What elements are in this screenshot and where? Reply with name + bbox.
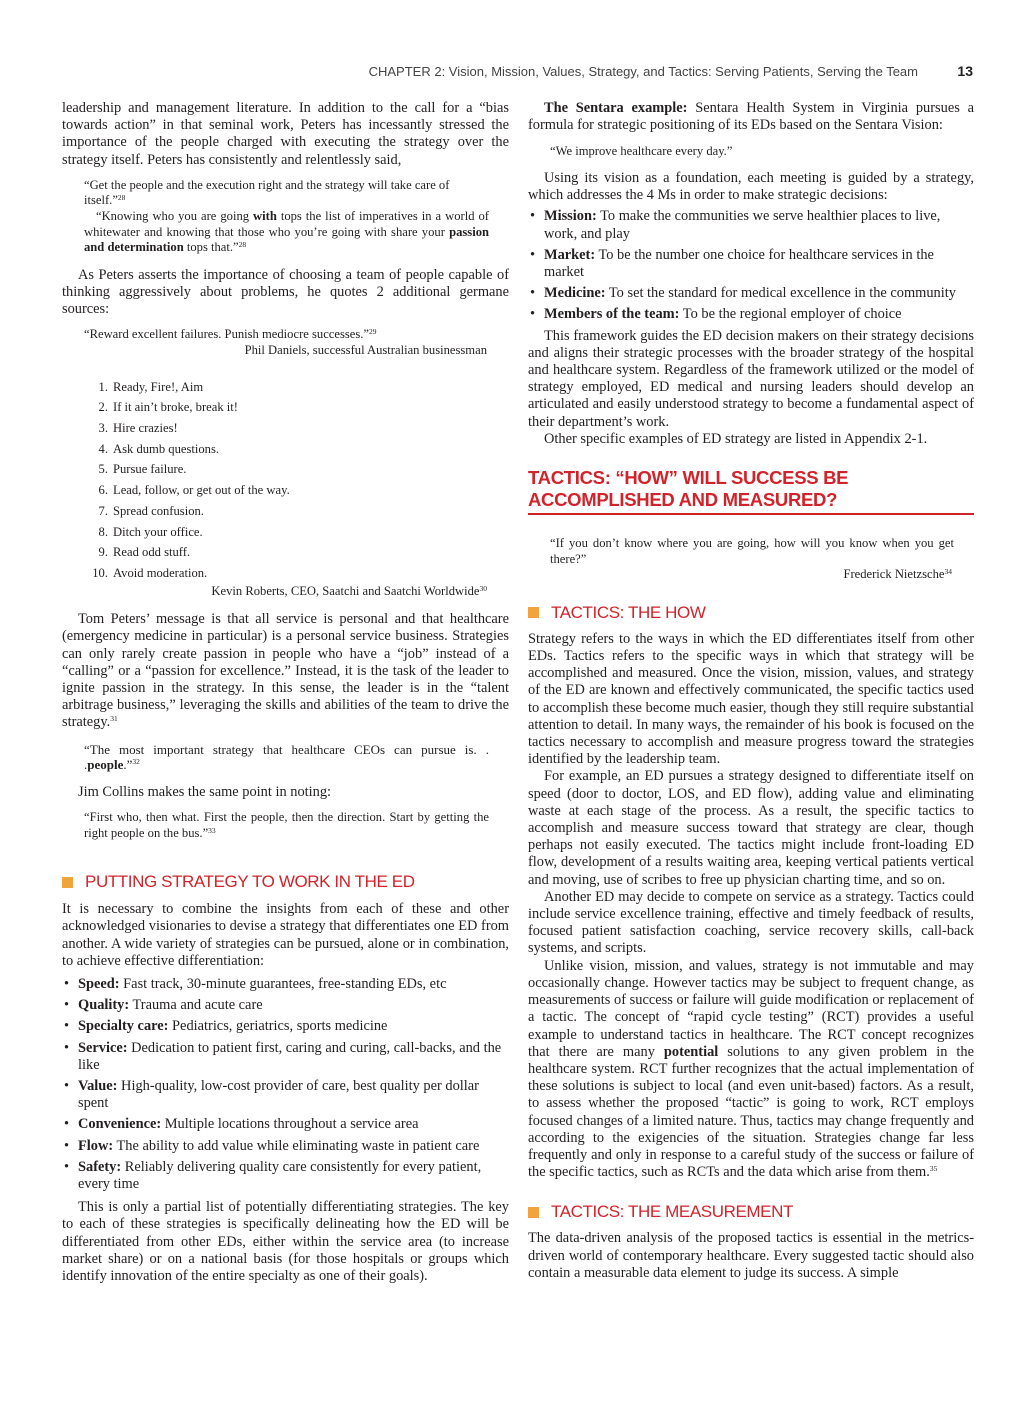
footnote-ref: 28: [117, 193, 126, 203]
list-item: 8. Ditch your office.: [98, 524, 203, 539]
numbered-list: [62, 380, 509, 582]
bullet-item: • Value: High-quality, low-cost provider of care, best quality per dollar spent: [62, 1078, 509, 1112]
bullet-list: [528, 208, 974, 323]
heading-text: TACTICS: THE MEASUREMENT: [551, 1202, 793, 1222]
quote-text: “Reward excellent failures. Punish mediocre successes.”: [84, 327, 370, 342]
bullet-item: • Service: Dedication to patient first, caring and curing, call-backs, and the like: [62, 1040, 509, 1074]
quote-text: “Knowing who you are going with tops the list of imperatives in a world of whitewater and knowing that those who you’re going with share your passion and determination tops that.”$^{28}$: [84, 209, 489, 255]
paragraph: Other specific examples of ED strategy are listed in Appendix 2-1.: [544, 430, 928, 447]
section-heading: [528, 1202, 974, 1222]
bullet-item: • Market: To be the number one choice for healthcare services in the market: [528, 247, 974, 281]
list-attribution: Kevin Roberts, CEO, Saatchi and Saatchi Worldwide$^{30}$: [211, 583, 487, 598]
paragraph: The Sentara example: Sentara Health System in Virginia pursues a formula for strategic positioning of its EDs based on the Sentara Vision:: [528, 100, 974, 134]
section-heading: [528, 603, 974, 623]
running-title: CHAPTER 2: Vision, Mission, Values, Strategy, and Tactics: Serving Patients, Serving the Team: [368, 64, 918, 79]
heading-text: TACTICS: THE HOW: [551, 602, 706, 622]
quote-attribution: Phil Daniels, successful Australian businessman: [244, 342, 487, 357]
paragraph: Strategy refers to the ways in which the ED differentiates itself from other EDs. Tactics refers to the specific ways in which that strategy will be accomplished and measured. Once the vision, mission, values, and strategy of the ED are known and effectively communicated, the specific tactics used to accomplish these become much easier, though they still require substantial attention to detail. In many ways, the remainder of his book is focused on the tactics necessary to accomplish and measure progress toward the strategies identified by the leadership team.: [528, 630, 974, 768]
paragraph: As Peters asserts the importance of choosing a team of people capable of thinking aggressively about problems, he quotes 2 additional germane sources:: [62, 266, 509, 318]
list-item: 7. Spread confusion.: [98, 503, 204, 518]
list-item: 2. If it ain’t broke, break it!: [98, 400, 238, 415]
heading-square-icon: [528, 607, 539, 618]
list-item: 4. Ask dumb questions.: [98, 441, 220, 456]
list-item: 1. Ready, Fire!, Aim: [98, 379, 204, 394]
quote-text: “Get the people and the execution right and the strategy will take care of itself.”: [84, 177, 450, 208]
major-heading: TACTICS: “HOW” WILL SUCCESS BE ACCOMPLISHED AND MEASURED?: [528, 467, 974, 515]
paragraph: Using its vision as a foundation, each meeting is guided by a strategy, which addresses the 4 Ms in order to make strategic decisions:: [528, 170, 974, 204]
block-quote: “First who, then what. First the people, then the direction. Start by getting the right people on the bus.”$^{33}$: [84, 810, 489, 840]
list-item: 6. Lead, follow, or get out of the way.: [98, 483, 290, 498]
heading-square-icon: [62, 877, 73, 888]
list-item: 10. Avoid moderation.: [92, 565, 208, 580]
paragraph: For example, an ED pursues a strategy designed to differentiate itself on speed (door to doctor, LOS, and ED flow), adding value and eliminating waste at each stage of the process. As a result, the specific tactics to accomplish and measure success toward that strategy are clear, though perhaps not easily executed. The tactics might include front-loading ED flow, development of a results waiting area, keeping vertical patients vertical and moving, use of scribes to free up physician charting time, and so on.: [528, 768, 974, 888]
paragraph: Another ED may decide to compete on service as a strategy. Tactics could include service excellence training, effective and timely feedback of results, focused patient satisfaction coaching, service recovery skills, call-back systems, and scripts.: [528, 888, 974, 957]
block-quote: [84, 178, 489, 256]
paragraph: This framework guides the ED decision makers on their strategy decisions and aligns their strategic processes with the broader strategy of the hospital and healthcare system. Regardless of the framework utilized or the model of strategy employed, ED medical and nursing leaders should develop an articulated and easily understood strategy to become a fundamental aspect of their department’s work.: [528, 327, 974, 430]
block-quote: “We improve healthcare every day.”: [550, 144, 733, 159]
block-quote: “The most important strategy that healthcare CEOs can pursue is. . .people.”$^{32}$: [84, 741, 489, 773]
bullet-item: • Quality: Trauma and acute care: [62, 997, 509, 1014]
bullet-item: • Medicine: To set the standard for medical excellence in the community: [528, 285, 974, 302]
section-heading: [62, 872, 509, 892]
list-item: 9. Read odd stuff.: [98, 545, 191, 560]
heading-square-icon: [528, 1207, 539, 1218]
block-quote: [84, 327, 489, 343]
heading-text: PUTTING STRATEGY TO WORK IN THE ED: [85, 872, 415, 892]
bullet-item: • Specialty care: Pediatrics, geriatrics, sports medicine: [62, 1018, 509, 1035]
footnote-ref: 29: [369, 327, 377, 337]
paragraph: Unlike vision, mission, and values, strategy is not immutable and may occasionally change. However tactics may be subject to frequent change, as measurements of success or failure will guide modification or replacement of a tactic. The concept of “rapid cycle testing” (RCT) provides a useful example to understand tactics in healthcare. The RCT concept recognizes that there are many potential solutions to any given problem in the healthcare system. RCT further recognizes that the actual implementation of these solutions is subject to local (and even unit-based) factors. As a result, to assess whether the proposed “tactic” is going to work, RCT employs focused changes of a limited nature. Thus, tactics may change frequently and according to the exigencies of the situation. Strategies change far less frequently and only in response to a careful study of the success or failure of the specific tactics, such as RCTs and the data which arise from them.$^{35}$: [528, 957, 974, 1181]
left-column: [62, 100, 509, 1285]
bullet-item: • Convenience: Multiple locations throughout a service area: [62, 1116, 509, 1133]
bullet-list: [62, 976, 509, 1193]
paragraph: The data-driven analysis of the proposed tactics is essential in the metrics-driven world of contemporary healthcare. Every suggested tactic should also contain a measurable data element to judge its success. A simple: [528, 1230, 974, 1281]
paragraph: It is necessary to combine the insights from each of these and other acknowledged visionaries to devise a strategy that differentiates one ED from another. A wide variety of strategies can be pursued, alone or in combination, to achieve effective differentiation:: [62, 901, 509, 969]
right-column: [528, 100, 974, 1282]
bullet-item: • Speed: Fast track, 30-minute guarantees, free-standing EDs, etc: [62, 976, 509, 993]
bullet-item: • Safety: Reliably delivering quality care consistently for every patient, every time: [62, 1159, 509, 1193]
list-item: 3. Hire crazies!: [98, 420, 178, 435]
page-number: 13: [957, 63, 973, 79]
bullet-item: • Flow: The ability to add value while eliminating waste in patient care: [62, 1138, 509, 1155]
paragraph: Tom Peters’ message is that all service is personal and that healthcare (emergency medicine in particular) is a personal service business. Strategies can only rarely create passion in people who have a “job” instead of a “calling” or a “passion for excellence.” Instead, it is the task of the leader to ignite passion in the strategy. In this sense, the leader is in the “talent arbitrage business,” leveraging the skills and abilities of the team to drive the strategy.$^{31}$: [62, 611, 509, 731]
block-quote: “If you don’t know where you are going, how will you know when you get there?”: [550, 536, 954, 566]
list-item: 5. Pursue failure.: [98, 462, 187, 477]
paragraph: This is only a partial list of potentially differentiating strategies. The key to each of these strategies is specifically delineating how the ED will be differentiated from other EDs, either within the service area (to increase market share) or on a national basis (for those hospitals or groups which identify innovation of the entire specialty as one of their goals).: [62, 1199, 509, 1285]
paragraph: leadership and management literature. In addition to the call for a “bias towards action” in that seminal work, Peters has incessantly stressed the importance of the people charged with executing the strategy over the strategy itself. Peters has consistently and relentlessly said,: [62, 100, 509, 168]
running-header: [0, 62, 1035, 84]
paragraph: Jim Collins makes the same point in noting:: [78, 783, 332, 800]
bullet-item: • Members of the team: To be the regional employer of choice: [528, 306, 974, 323]
quote-attribution: Frederick Nietzsche$^{34}$: [843, 567, 952, 582]
bullet-item: • Mission: To make the communities we serve healthier places to live, work, and play: [528, 208, 974, 242]
